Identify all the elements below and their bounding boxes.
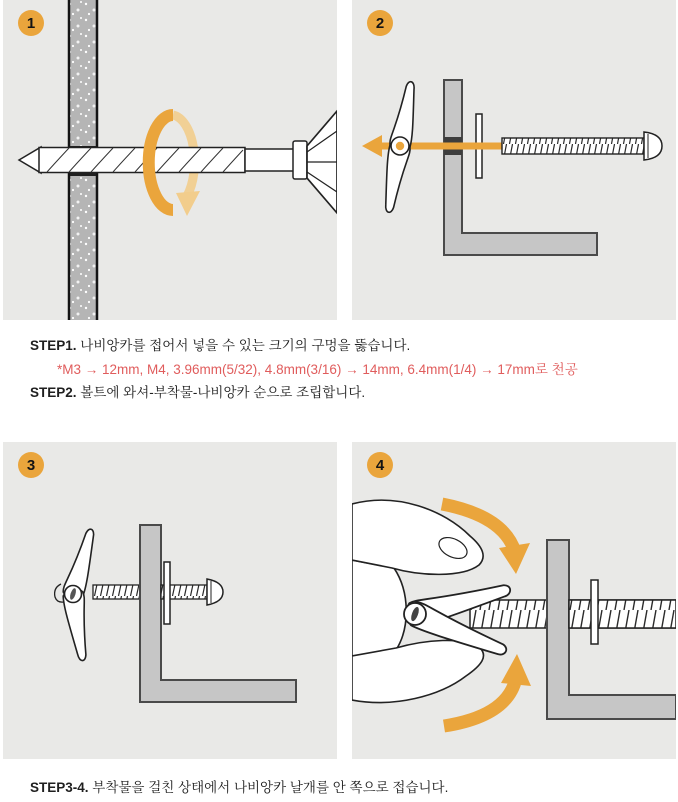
- step1-drill-size-note: *M3 → 12mm, M4, 3.96mm(5/32), 4.8mm(3/16) → 14mm, 6.4mm(1/4) → 17mm로 천공: [57, 361, 578, 377]
- steps-3-4-caption: [30, 776, 448, 800]
- fold-wings-illustration: [352, 442, 676, 759]
- washer-icon: [591, 580, 598, 644]
- step1-text: 나비앙카를 접어서 넣을 수 있는 크기의 구멍을 뚫습니다.: [80, 338, 411, 353]
- panel-step1: [3, 0, 337, 320]
- step-badge-2: 2: [367, 10, 393, 36]
- bolt-shaft-right: [569, 600, 676, 628]
- step-badge-4: 4: [367, 452, 393, 478]
- step2-label: STEP2.: [30, 385, 77, 400]
- l-bracket: [547, 540, 676, 719]
- drill-illustration: [3, 0, 337, 320]
- assembled-illustration: [3, 442, 337, 759]
- step34-line: [30, 776, 448, 800]
- bolt-head: [644, 132, 662, 160]
- bolt-head: [207, 579, 223, 605]
- step34-text: 부착물을 걸친 상태에서 나비앙카 날개를 안 쪽으로 접습니다.: [92, 780, 449, 795]
- step34-label: STEP3-4.: [30, 780, 89, 795]
- step2-text: 볼트에 와셔-부착물-나비앙카 순으로 조립합니다.: [80, 385, 366, 400]
- anchor-notch: [55, 584, 64, 602]
- panel-step4: [352, 442, 676, 759]
- steps-1-2-caption: [30, 334, 578, 405]
- step1-line: [30, 334, 578, 358]
- step-badge-3: 3: [18, 452, 44, 478]
- bolt-icon: [502, 132, 662, 160]
- palm: [352, 560, 406, 658]
- toggle-anchor-icon: [55, 526, 98, 662]
- drill-chuck-icon: [307, 111, 337, 213]
- l-bracket: [444, 80, 597, 255]
- drill-bit-icon: [19, 111, 337, 213]
- drill-chuck-collar: [293, 141, 307, 179]
- bolt-shaft-left: [93, 585, 140, 599]
- assembly-illustration: [352, 0, 676, 320]
- step1-label: STEP1.: [30, 338, 77, 353]
- step2-line: [30, 381, 578, 405]
- panel-step3: [3, 442, 337, 759]
- washer-icon: [164, 562, 170, 624]
- panel-step2: [352, 0, 676, 320]
- step-badge-1: 1: [18, 10, 44, 36]
